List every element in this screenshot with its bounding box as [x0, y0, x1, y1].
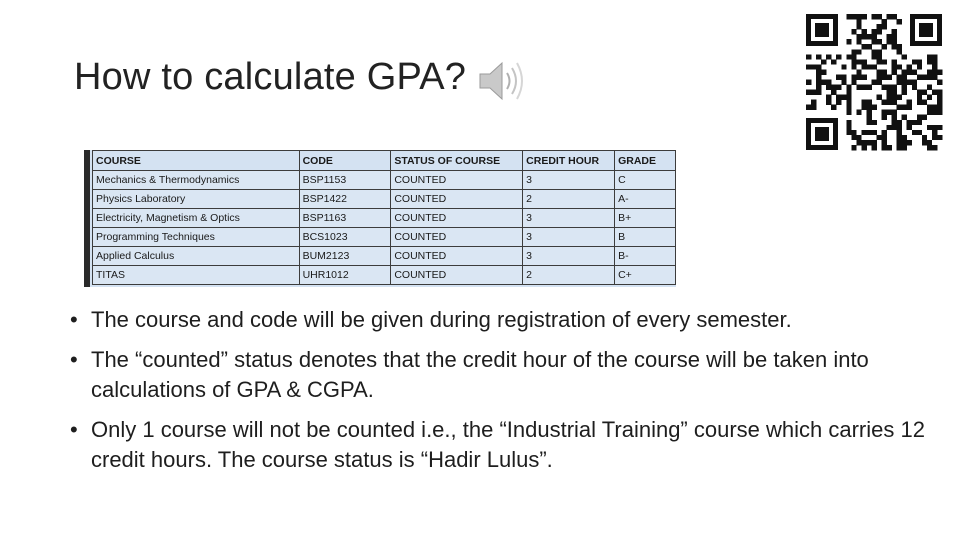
table-row	[93, 171, 676, 190]
bullet-marker: •	[70, 347, 78, 372]
cell-course: TITAS	[93, 266, 300, 285]
cell-credit-hour: 3	[523, 247, 615, 266]
cell-grade: A-	[615, 190, 676, 209]
cell-code: BCS1023	[299, 228, 391, 247]
cell-credit-hour: 3	[523, 209, 615, 228]
col-header-course: COURSE	[93, 151, 300, 171]
cell-code: BSP1163	[299, 209, 391, 228]
cell-credit-hour: 2	[523, 266, 615, 285]
course-table-image	[84, 150, 676, 287]
cell-course: Applied Calculus	[93, 247, 300, 266]
cell-course: Physics Laboratory	[93, 190, 300, 209]
bullet-list	[70, 305, 930, 485]
table-row	[93, 209, 676, 228]
cell-credit-hour: 3	[523, 228, 615, 247]
cell-status: COUNTED	[391, 209, 523, 228]
cell-grade: C	[615, 171, 676, 190]
table-row	[93, 247, 676, 266]
cell-grade: B+	[615, 209, 676, 228]
cell-status: COUNTED	[391, 171, 523, 190]
speaker-icon[interactable]	[476, 58, 526, 104]
bullet-item	[70, 345, 930, 405]
bullet-text: Only 1 course will not be counted i.e., the “Industrial Training” course which carries 12 credit hours. The course status is “Hadir Lulus”.	[91, 417, 925, 472]
bullet-marker: •	[70, 307, 78, 332]
bullet-item	[70, 305, 930, 335]
bullet-marker: •	[70, 417, 78, 442]
cell-code: BUM2123	[299, 247, 391, 266]
cell-status: COUNTED	[391, 266, 523, 285]
col-header-code: CODE	[299, 151, 391, 171]
cell-credit-hour: 3	[523, 171, 615, 190]
cell-course: Programming Techniques	[93, 228, 300, 247]
table-row	[93, 266, 676, 285]
table-edge	[84, 150, 90, 287]
slide-title: How to calculate GPA?	[74, 56, 467, 98]
cell-status: COUNTED	[391, 228, 523, 247]
cell-status: COUNTED	[391, 190, 523, 209]
bullet-text: The course and code will be given during registration of every semester.	[91, 307, 792, 332]
cell-course: Mechanics & Thermodynamics	[93, 171, 300, 190]
cell-code: BSP1422	[299, 190, 391, 209]
cell-credit-hour: 2	[523, 190, 615, 209]
cell-grade: B-	[615, 247, 676, 266]
cell-code: BSP1153	[299, 171, 391, 190]
cell-course: Electricity, Magnetism & Optics	[93, 209, 300, 228]
cell-code: UHR1012	[299, 266, 391, 285]
cell-grade: B	[615, 228, 676, 247]
table-header-row	[93, 151, 676, 171]
course-table	[92, 150, 676, 285]
col-header-credit-hour: CREDIT HOUR	[523, 151, 615, 171]
bullet-text: The “counted” status denotes that the credit hour of the course will be taken into calculations of GPA & CGPA.	[91, 347, 869, 402]
qr-code-icon	[804, 12, 944, 152]
table-row	[93, 228, 676, 247]
col-header-grade: GRADE	[615, 151, 676, 171]
bullet-item	[70, 415, 930, 475]
col-header-status: STATUS OF COURSE	[391, 151, 523, 171]
cell-grade: C+	[615, 266, 676, 285]
cell-status: COUNTED	[391, 247, 523, 266]
table-row	[93, 190, 676, 209]
